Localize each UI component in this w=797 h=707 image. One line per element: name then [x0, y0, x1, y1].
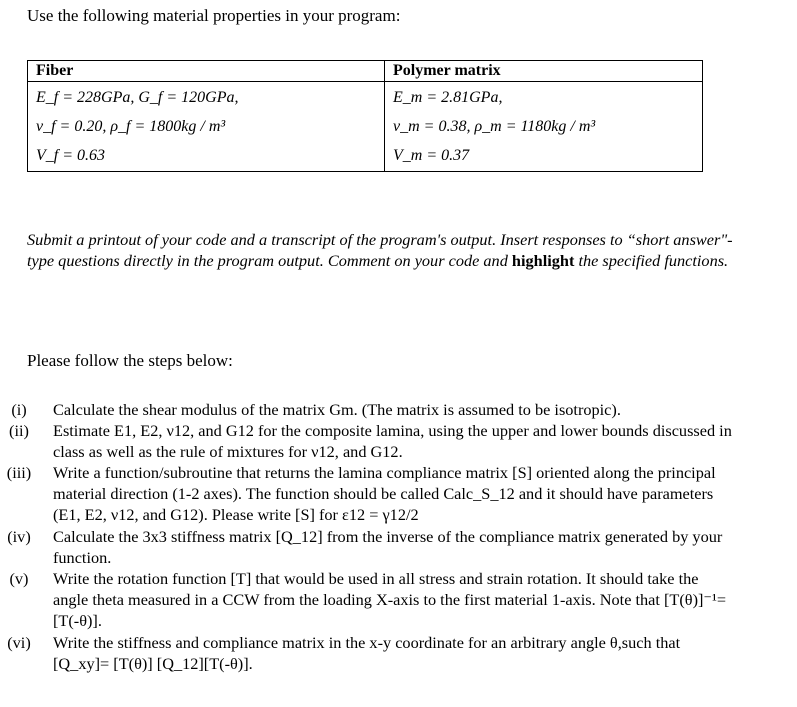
step-text: Calculate the shear modulus of the matrix Gm. (The matrix is assumed to be isotropic). — [53, 400, 621, 419]
step-text: Write a function/subroutine that returns the lamina compliance matrix [S] oriented along the principal material direction (1-2 axes). The function should be called Calc_S_12 and it should have parameters (E1, E2, ν12, and G12). Please write [S] for ε12 = γ12/2 — [53, 463, 716, 524]
highlight-word: highlight — [511, 251, 575, 270]
matrix-line: ν_m = 0.38, ρ_m = 1180kg / m³ — [393, 118, 596, 135]
matrix-line: E_m = 2.81GPa, — [393, 89, 503, 106]
fiber-line: E_f = 228GPa, G_f = 120GPa, — [36, 89, 239, 106]
step-text: Calculate the 3x3 stiffness matrix [Q_12] from the inverse of the compliance matrix generated by your function. — [53, 527, 723, 567]
intro-text: Use the following material properties in your program: — [27, 6, 401, 25]
fiber-line: ν_f = 0.20, ρ_f = 1800kg / m³ — [36, 118, 226, 135]
step-number: (v) — [9, 569, 29, 588]
step-number: (i) — [11, 400, 27, 419]
material-properties-table — [27, 60, 703, 172]
matrix-header: Polymer matrix — [385, 61, 703, 82]
submission-instructions: Submit a printout of your code and a transcript of the program's output. Insert responses to “short answer"-type questions directly in the program output. Comment on your code and highlight the specified functions. — [27, 230, 733, 270]
step-text: Estimate E1, E2, ν12, and G12 for the composite lamina, using the upper and lower bounds discussed in class as well as the rule of mixtures for ν12, and G12. — [53, 421, 732, 461]
step-text: Write the stiffness and compliance matrix in the x-y coordinate for an arbitrary angle θ,such that [Q_xy]= [T(θ)] [Q_12][T(-θ)]. — [53, 633, 681, 673]
steps-intro: Please follow the steps below: — [27, 351, 233, 370]
step-text: Write the rotation function [T] that would be used in all stress and strain rotation. It should take the angle theta measured in a CCW from the loading X-axis to the first material 1-axis. Note that [T(θ)]⁻¹=[T(-θ)]. — [53, 569, 727, 630]
step-number: (vi) — [7, 633, 31, 652]
step-number: (iii) — [6, 463, 32, 482]
step-number: (ii) — [9, 421, 29, 440]
fiber-header: Fiber — [28, 61, 385, 82]
fiber-line: V_f = 0.63 — [36, 147, 106, 164]
matrix-line: V_m = 0.37 — [393, 147, 470, 164]
step-number: (iv) — [7, 527, 31, 546]
